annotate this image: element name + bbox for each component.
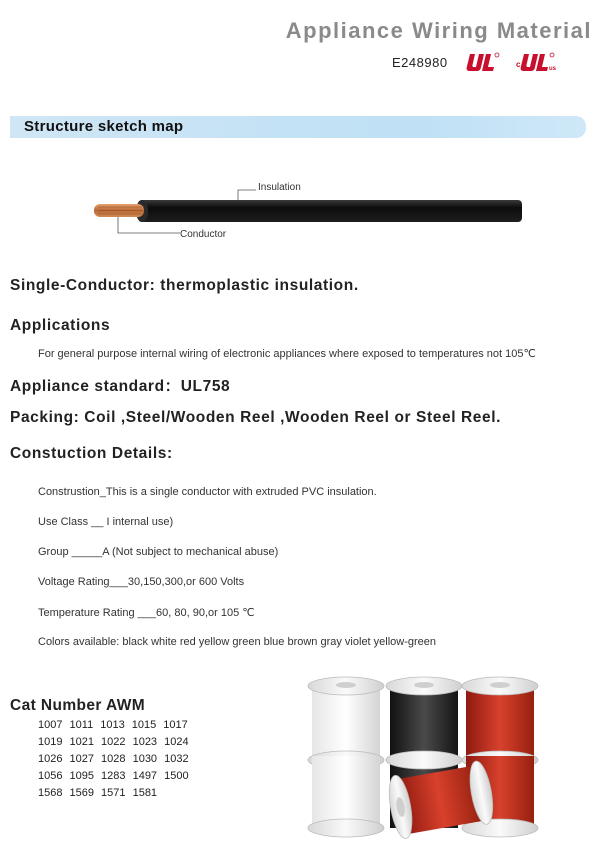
wire-spools-image (300, 672, 600, 860)
catalog-row: 1568 1569 1571 1581 (38, 787, 158, 799)
standard-heading: Appliance standard：UL758 (10, 378, 231, 395)
detail-construction: Construstion_This is a single conductor with extruded PVC insulation. (38, 486, 377, 498)
spool-white-top (308, 677, 384, 769)
catalog-row: 1019 1021 1022 1023 1024 (38, 736, 189, 748)
spool-black-top (386, 677, 462, 760)
certification-number: E248980 (392, 54, 448, 70)
insulation-jacket (138, 200, 522, 222)
section-banner-label: Structure sketch map (24, 118, 184, 135)
catalog-row: 1007 1011 1013 1015 1017 (38, 719, 188, 731)
spool-white-bottom (308, 756, 384, 837)
detail-colors: Colors available: black white red yellow green blue brown gray violet yellow-green (38, 636, 437, 648)
detail-temperature: Temperature Rating ___60, 80, 90,or 105 ℃ (38, 607, 255, 619)
catalog-title: Cat Number AWM (10, 697, 146, 714)
c-ul-us-recognized-icon (516, 52, 558, 72)
detail-group: Group _____A (Not subject to mechanical abuse) (38, 546, 279, 558)
packing-heading: Packing: Coil ,Steel/Wooden Reel ,Wooden Reel or Steel Reel. (10, 409, 502, 426)
svg-text:us: us (548, 66, 556, 72)
wire-diagram (90, 178, 530, 248)
conductor-label: Conductor (180, 229, 227, 240)
detail-voltage: Voltage Rating___30,150,300,or 600 Volts (38, 576, 245, 588)
svg-text:c: c (515, 60, 521, 69)
page-title: Appliance Wiring Material (285, 18, 592, 43)
catalog-row: 1056 1095 1283 1497 1500 (38, 770, 189, 782)
catalog-row: 1026 1027 1028 1030 1032 (38, 753, 189, 765)
applications-heading: Applications (10, 317, 111, 334)
wire-structure-sketch (90, 178, 530, 248)
construction-heading: Constuction Details: (10, 445, 173, 462)
wire-spools-illustration (300, 672, 600, 860)
detail-use-class: Use Class __ I internal use) (38, 516, 174, 528)
catalog-grid (38, 719, 189, 804)
certification-row (392, 52, 558, 72)
applications-text: For general purpose internal wiring of electronic appliances where exposed to temperatures not 105℃ (38, 348, 536, 360)
ul-recognized-icon (466, 52, 500, 72)
insulation-label: Insulation (258, 182, 301, 193)
section-banner (10, 116, 586, 138)
single-conductor-heading: Single-Conductor: thermoplastic insulation. (10, 277, 359, 294)
spool-red-top (462, 677, 538, 769)
